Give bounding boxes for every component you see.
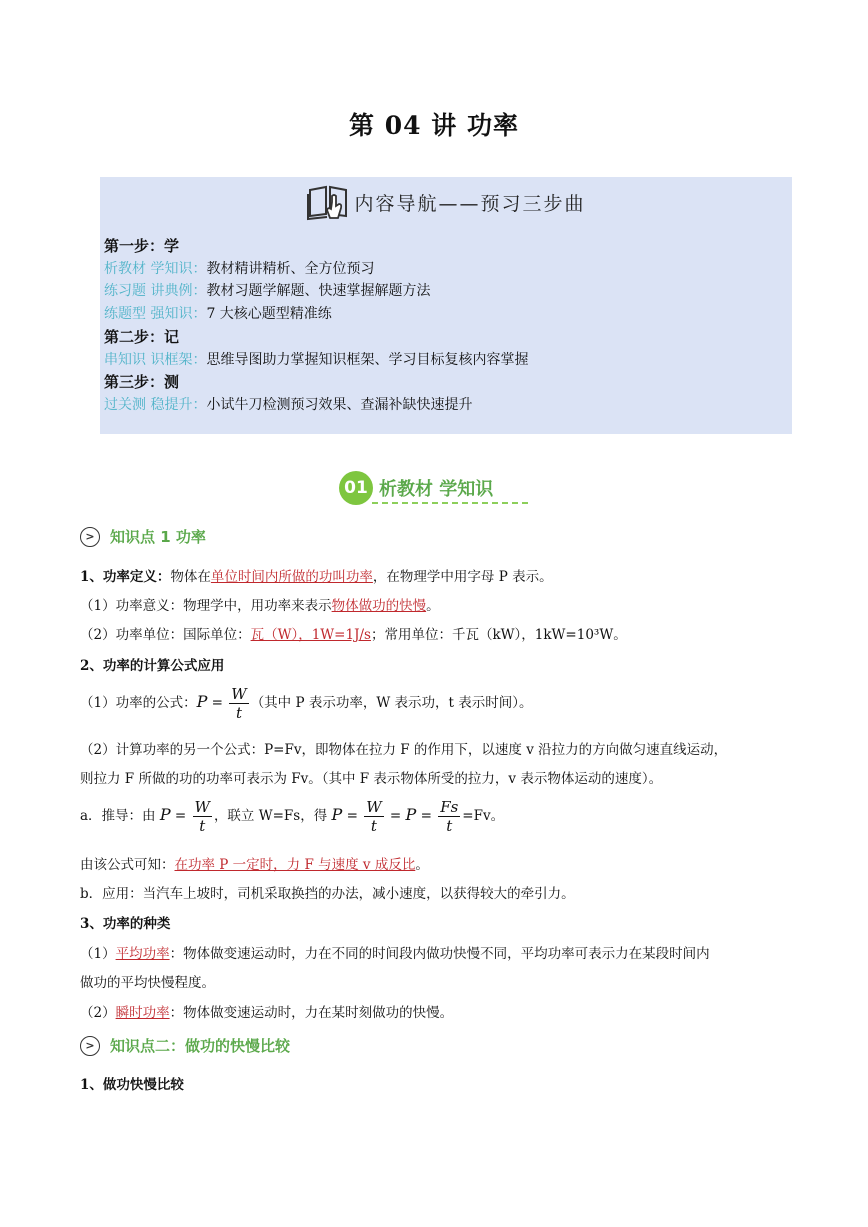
- arrow-circle-icon: >: [80, 527, 100, 547]
- content-navigation-box: [100, 177, 792, 434]
- alt-formula-line-2: 则拉力 F 所做的功的功率可表示为 Fv。（其中 F 表示物体所受的拉力，v 表示物体运动的速度）。: [80, 771, 663, 787]
- alt-formula-line: （2）计算功率的另一个公式：P=Fv，即物体在拉力 F 的作用下，以速度 v 沿拉力的方向做匀速直线运动，: [80, 742, 728, 758]
- formula-heading: 2、功率的计算公式应用: [80, 658, 225, 674]
- fraction-w-over-t: $\frac{W}{t}$: [231, 685, 247, 722]
- meaning-line: （1）功率意义：物理学中，用功率来表示物体做功的快慢。: [80, 598, 440, 614]
- formula-line: （1）功率的公式：P = $\frac{W}{t}$ （其中 P 表示功率，W 表示功，t 表示时间）。: [80, 685, 533, 722]
- nav-row: 析教材 学知识：教材精讲精析、全方位预习: [104, 260, 375, 277]
- average-power-line-2: 做功的平均快慢程度。: [80, 975, 215, 991]
- nav-row: 练题型 强知识：7 大核心题型精准练: [104, 306, 332, 323]
- nav-header: [100, 177, 792, 227]
- average-power-line: （1）平均功率：物体做变速运动时，力在不同的时间段内做功快慢不同，平均功率可表示力在某段时间内: [80, 946, 710, 962]
- conclusion-line: 由该公式可知：在功率 P 一定时，力 F 与速度 v 成反比。: [80, 857, 429, 873]
- application-line: b．应用：当汽车上坡时，司机采取换挡的办法，减小速度，以获得较大的牵引力。: [80, 886, 575, 902]
- instant-power-line: （2）瞬时功率：物体做变速运动时，力在某时刻做功的快慢。: [80, 1005, 454, 1021]
- book-hand-icon: [306, 182, 350, 222]
- section-badge: [339, 470, 493, 506]
- knowledge-point-2: > 知识点二：做功的快慢比较: [80, 1035, 290, 1056]
- arrow-circle-icon: >: [80, 1036, 100, 1056]
- step-3: 第三步：测: [104, 373, 180, 392]
- types-heading: 3、功率的种类: [80, 916, 171, 932]
- definition-line: 1、功率定义：物体在单位时间内所做的功叫功率，在物理学中用字母 P 表示。: [80, 569, 553, 585]
- nav-row: 过关测 稳提升：小试牛刀检测预习效果、查漏补缺快速提升: [104, 396, 473, 413]
- derivation-line: a．推导：由 P = $\frac{W}{t}$ ，联立 W=Fs，得 P = $\frac{W}{t}$ = P = $\frac{Fs}{t}$ =Fv。: [80, 798, 505, 835]
- knowledge-point-1: > 知识点 1 功率: [80, 526, 206, 547]
- section-underline: [372, 502, 528, 504]
- section-label: 析教材 学知识: [379, 479, 494, 500]
- nav-lines: [104, 235, 528, 417]
- nav-row: 串知识 识框架：思维导图助力掌握知识框架、学习目标复核内容掌握: [104, 351, 529, 368]
- step-1: 第一步：学: [104, 237, 180, 255]
- step-2: 第二步：记: [104, 327, 180, 346]
- unit-line: （2）功率单位：国际单位：瓦（W），1W=1J/s；常用单位：千瓦（kW），1kW=10³W。: [80, 627, 627, 643]
- section-number: 01: [339, 471, 373, 505]
- page-title: 第 04 讲 功率: [349, 111, 519, 140]
- nav-header-label: 内容导航——预习三步曲: [354, 192, 586, 215]
- comparison-heading: 1、做功快慢比较: [80, 1077, 184, 1093]
- nav-row: 练习题 讲典例：教材习题学解题、快速掌握解题方法: [104, 283, 431, 300]
